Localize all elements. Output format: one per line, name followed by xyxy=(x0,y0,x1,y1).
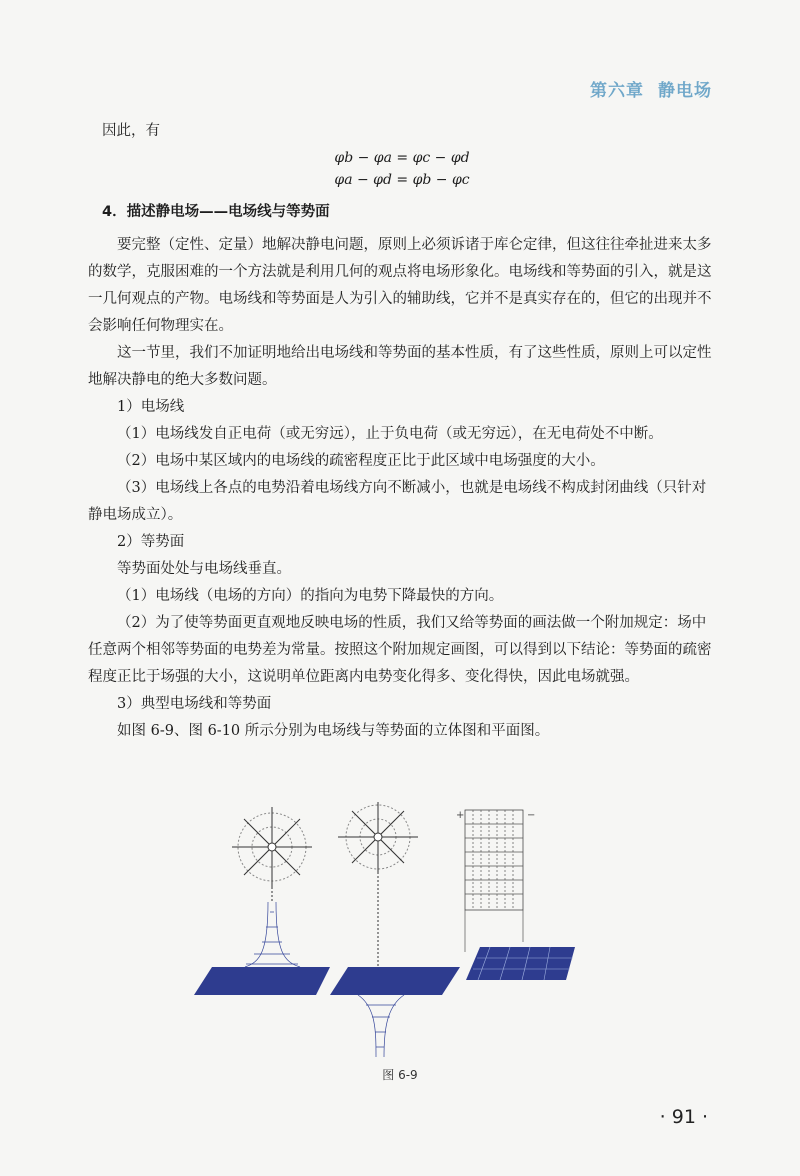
paragraph-1: 要完整（定性、定量）地解决静电问题，原则上必须诉诸于库仑定律，但这往往牵扯进来太多的数学，克服困难的一个方法就是利用几何的观点将电场形象化。电场线和等势面的引入，就是这一几何观点的产物。电场线和等势面是人为引入的辅助线，它并不是真实存在的，但它的出现并不会影响任何物理实在。 xyxy=(88,237,712,334)
page-number: · 91 · xyxy=(659,1106,708,1128)
negative-potential-surface xyxy=(358,995,404,1057)
positive-charge-star xyxy=(232,807,312,902)
chapter-title: 静电场 xyxy=(658,81,712,101)
equipotential-item-1: （1）电场线（电场的方向）的指向为电势下降最快的方向。 xyxy=(117,588,504,604)
field-line-item-1: （1）电场线发自正电荷（或无穷远），止于负电荷（或无穷远），在无电荷处不中断。 xyxy=(117,426,663,442)
subsection-3-title: 3）典型电场线和等势面 xyxy=(117,696,272,712)
chapter-number: 第六章 xyxy=(590,81,644,101)
equipotential-item-2: （2）为了使等势面更直观地反映电场的性质，我们又给等势面的画法做一个附加规定：场中任意两个相邻等势面的电势差为常量。按照这个附加规定画图，可以得到以下结论：等势面的疏密程度正比于场强的大小，这说明单位距离内电势变化得多、变化得快，因此电场就强。 xyxy=(88,615,712,685)
field-line-item-2: （2）电场中某区域内的电场线的疏密程度正比于此区域中电场强度的大小。 xyxy=(117,453,605,469)
equation-block xyxy=(88,147,716,191)
subsection-1-title: 1）电场线 xyxy=(117,399,185,415)
figure-reference-text: 如图 6-9、图 6-10 所示分别为电场线与等势面的立体图和平面图。 xyxy=(117,723,550,739)
minus-label: − xyxy=(527,810,536,821)
subsection-2-title: 2）等势面 xyxy=(117,534,185,550)
parallel-plate-field xyxy=(465,810,523,952)
negative-charge-star xyxy=(338,802,418,967)
section-heading: 4．描述静电场——电场线与等势面 xyxy=(102,204,330,220)
middle-plane xyxy=(330,967,460,995)
equation-2: φa − φd = φb − φc xyxy=(334,172,470,188)
equipotential-lead: 等势面处处与电场线垂直。 xyxy=(117,561,291,577)
page-body xyxy=(88,118,716,745)
figure-6-9 xyxy=(190,802,580,1062)
equation-1: φb − φa = φc − φd xyxy=(334,150,470,166)
positive-potential-surface xyxy=(245,902,300,967)
figure-caption: 图 6-9 xyxy=(382,1068,418,1082)
right-plane xyxy=(466,947,575,980)
field-line-item-3: （3）电场线上各点的电势沿着电场线方向不断减小，也就是电场线不构成封闭曲线（只针对静电场成立）。 xyxy=(88,480,707,523)
left-plane xyxy=(194,967,330,995)
chapter-header xyxy=(590,76,712,101)
paragraph-2: 这一节里，我们不加证明地给出电场线和等势面的基本性质，有了这些性质，原则上可以定性地解决静电的绝大多数问题。 xyxy=(88,345,712,388)
intro-text: 因此，有 xyxy=(102,123,160,139)
plus-label: + xyxy=(456,810,465,821)
